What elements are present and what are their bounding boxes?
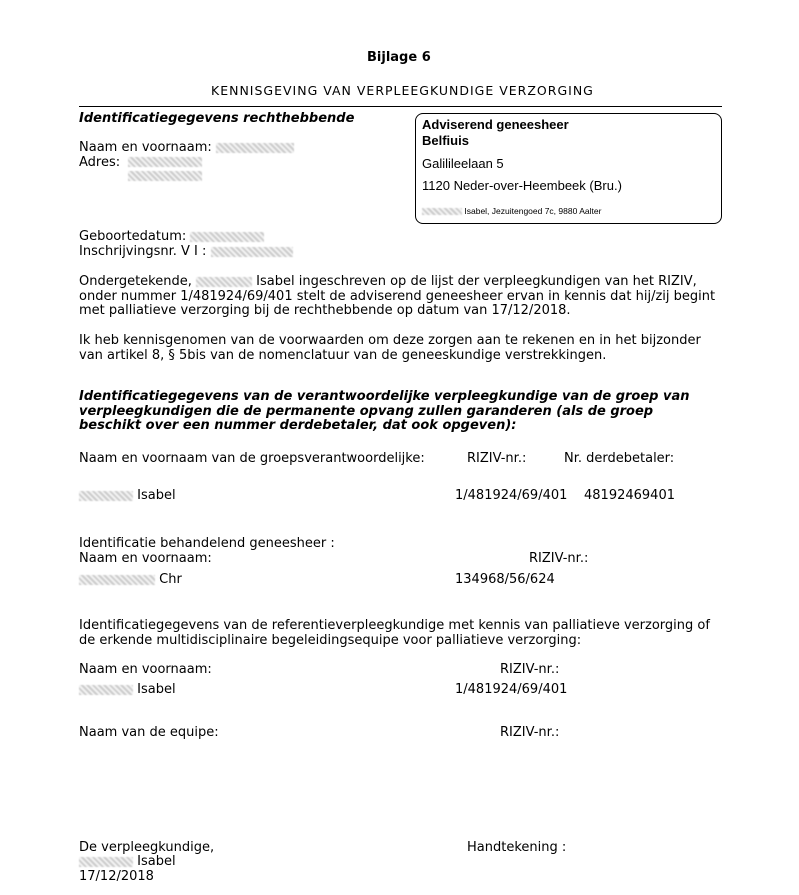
reference-name-value-row (79, 682, 176, 697)
physician-name-value-row (79, 572, 182, 587)
responsible-name-header: Naam en voornaam van de groepsverantwoordelijke: (79, 451, 425, 466)
responsible-nurse-section-title: Identificatiegegevens van de verantwoordelijke verpleegkundige van de groep van verpleegkundigen die de permanente opvang zullen garanderen (als de groep beschikt over een nummer derdebetaler, dat ook opgeven): (79, 389, 690, 433)
redacted-address-line1 (128, 157, 202, 167)
responsible-name-value: Isabel (137, 488, 176, 503)
redacted-registration (211, 247, 293, 257)
responsible-riziv-value: 1/481924/69/401 (455, 488, 568, 503)
redacted-physician-surname (79, 575, 155, 585)
physician-riziv-value: 134968/56/624 (455, 572, 555, 587)
reference-nurse-section-title: Identificatiegegevens van de referentieverpleegkundige met kennis van palliatieve verzorging of de erkende multidisciplinaire begeleidingsequipe voor palliatieve verzorging: (79, 618, 710, 648)
advisor-line1: Adviserend geneesheer (422, 117, 569, 132)
signature-label: Handtekening : (467, 840, 567, 855)
beneficiary-name-row (79, 140, 294, 155)
beneficiary-birthdate-row (79, 229, 264, 244)
advisor-sender-row (422, 206, 601, 216)
beneficiary-name-label: Naam en voornaam: (79, 140, 212, 155)
beneficiary-section-title: Identificatiegegevens rechthebbende (79, 111, 355, 126)
advisor-line2: Belfiuis (422, 133, 469, 148)
responsible-name-value-row (79, 488, 176, 503)
responsible-riziv-header: RIZIV-nr.: (467, 451, 527, 466)
physician-riziv-header: RIZIV-nr.: (529, 551, 589, 566)
redacted-nurse-name (196, 277, 252, 287)
third-payer-value: 48192469401 (584, 488, 675, 503)
document-title: KENNISGEVING VAN VERPLEEGKUNDIGE VERZORGING (211, 83, 594, 98)
reference-name-value: Isabel (137, 682, 176, 697)
beneficiary-registration-row (79, 244, 293, 259)
header-divider (79, 106, 722, 107)
advisor-sender-suffix: Isabel, Jezuitengoed 7c, 9880 Aalter (464, 206, 602, 216)
redacted-reference-surname (79, 685, 133, 695)
beneficiary-address-label: Adres: (79, 155, 121, 170)
physician-section-title: Identificatie behandelend geneesheer : (79, 536, 335, 551)
signature-date: 17/12/2018 (79, 869, 154, 884)
reference-name-header: Naam en voornaam: (79, 662, 212, 677)
advisor-street: Galilileelaan 5 (422, 156, 504, 171)
declaration-rest: Isabel ingeschreven op de lijst der verpleegkundigen van het RIZIV, onder nummer 1/481924/69/401 stelt de adviserend geneesheer ervan in kennis dat hij/zij begint met palliatieve verzorging bij de rechthebbende op datum van 17/12/2018. (79, 274, 716, 318)
signature-name-row (79, 854, 176, 869)
declaration-paragraph (79, 275, 719, 319)
signature-name: Isabel (137, 854, 176, 869)
redacted-birthdate (190, 232, 264, 242)
redacted-address-line2 (128, 171, 202, 181)
signature-role: De verpleegkundige, (79, 840, 215, 855)
physician-name-value: Chr (159, 572, 182, 587)
redacted-name (216, 143, 294, 153)
beneficiary-registration-label: Inschrijvingsnr. V I : (79, 244, 207, 259)
physician-name-header: Naam en voornaam: (79, 551, 212, 566)
attachment-title: Bijlage 6 (367, 50, 431, 65)
redacted-responsible-surname (79, 491, 133, 501)
acknowledgement-paragraph: Ik heb kennisgenomen van de voorwaarden om deze zorgen aan te rekenen en in het bijzonder van artikel 8, § 5bis van de nomenclatuur van de geneeskundige verstrekkingen. (79, 333, 701, 363)
reference-riziv-header: RIZIV-nr.: (500, 662, 560, 677)
team-riziv-header: RIZIV-nr.: (500, 725, 560, 740)
redacted-sender-name (422, 208, 462, 215)
advisor-city: 1120 Neder-over-Heembeek (Bru.) (422, 178, 622, 193)
reference-riziv-value: 1/481924/69/401 (455, 682, 568, 697)
beneficiary-address-row (79, 155, 120, 170)
advisor-address-box (415, 113, 722, 224)
declaration-prefix: Ondergetekende, (79, 274, 192, 289)
team-name-label: Naam van de equipe: (79, 725, 219, 740)
third-payer-header: Nr. derdebetaler: (564, 451, 675, 466)
beneficiary-birthdate-label: Geboortedatum: (79, 229, 187, 244)
redacted-signature-surname (79, 857, 133, 867)
